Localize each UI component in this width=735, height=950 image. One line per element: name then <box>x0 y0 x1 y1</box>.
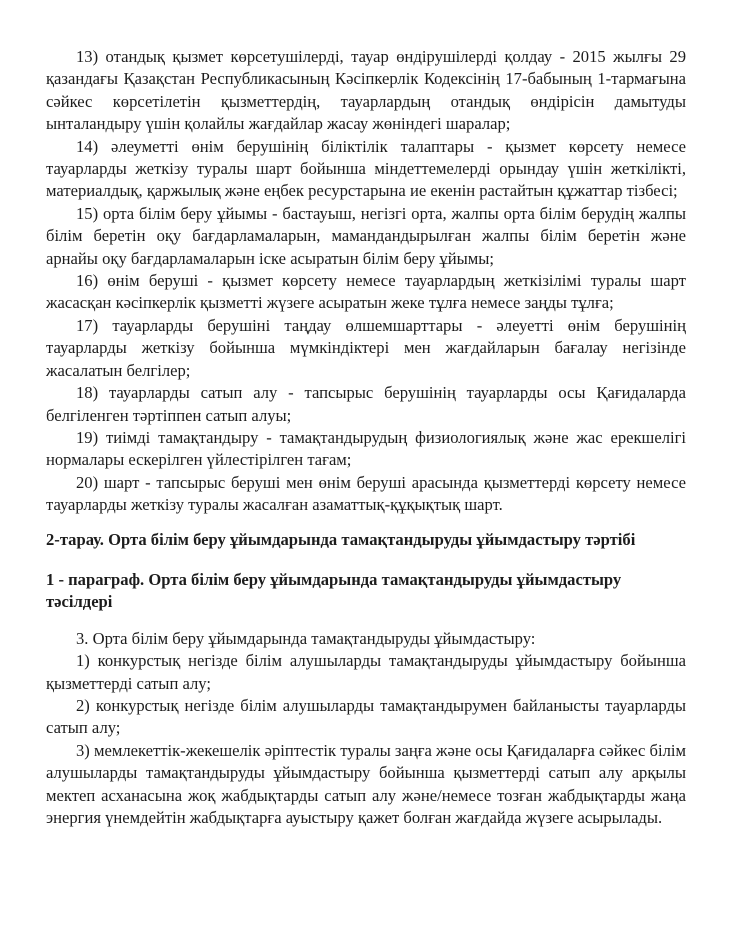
definition-item-13: 13) отандық қызмет көрсетушілерді, тауар өндірушілерді қолдау - 2015 жылғы 29 қазандағы Қазақстан Республикасының Кәсіпкерлік Кодексінің 17-бабының 1-тармағына сәйкес көрсетілетін қызметтердің, тауарлардың отандық өндірісін дамытуды ынталандыру үшін қолайлы жағдайлар жасау жөніндегі шаралар; <box>46 47 686 134</box>
definition-item-14: 14) әлеуметті өнім берушінің біліктілік талаптары - қызмет көрсету немесе тауарларды жеткізу туралы шарт бойынша міндеттемелерді орындау үшін жеткілікті, материалдық, қаржылық және еңбек ресурстарына ие екенін растайтын құжаттар тізбесі; <box>46 136 686 201</box>
definition-item-15: 15) орта білім беру ұйымы - бастауыш, негізгі орта, жалпы орта білім берудің жалпы білім беретін оқу бағдарламаларын, мамандандырылған жалпы білім беретін және арнайы оқу бағдарламаларын іске асыратын білім беру ұйымы; <box>46 203 686 268</box>
clause-3-item-2: 2) конкурстық негізде білім алушыларды тамақтандырумен байланысты тауарларды сатып алу; <box>46 695 686 738</box>
definition-item-18: 18) тауарларды сатып алу - тапсырыс берушінің тауарларды осы Қағидаларда белгіленген тәртіппен сатып алуы; <box>46 383 686 425</box>
clause-3-item-3: 3) мемлекеттік-жекешелік әріптестік туралы заңға және осы Қағидаларға сәйкес білім алушыларды тамақтандыруды ұйымдастыру бойынша қызметтерді сатып алу арқылы мектеп асханасына жоқ жабдықтарды сатып алу және/немесе тозған жабдықтарды жаңа энергия үнемдейтін жабдықтарға ауыстыру қажет болған жағдайда жүзеге асырылады. <box>46 740 686 827</box>
clause-3-item-1: 1) конкурстық негізде білім алушыларды тамақтандыруды ұйымдастыру бойынша қызметтерді сатып алу; <box>46 651 686 693</box>
chapter-2-heading: 2-тарау. Орта білім беру ұйымдарында тамақтандыруды ұйымдастыру тәртібі <box>46 529 636 549</box>
definition-item-17: 17) тауарларды берушіні таңдау өлшемшарттары - әлеуетті өнім берушінің тауарларды жеткізу бойынша мүмкіндіктері мен жағдайларын бағалау негізінде жасалатын белгілер; <box>46 315 686 380</box>
definition-item-19: 19) тиімді тамақтандыру - тамақтандырудың физиологиялық және жас ерекшелігі нормалары ескерілген үйлестірілген тағам; <box>46 427 686 470</box>
definition-item-20: 20) шарт - тапсырыс беруші мен өнім беруші арасында қызметтерді көрсету немесе тауарларды жеткізу туралы жасалған азаматтық-құқықтық шарт. <box>46 472 686 515</box>
paragraph-1-heading: 1 - параграф. Орта білім беру ұйымдарында тамақтандыруды ұйымдастыру тәсілдері <box>46 569 622 612</box>
clause-3-intro: 3. Орта білім беру ұйымдарында тамақтандыруды ұйымдастыру: <box>76 628 536 648</box>
definition-item-16: 16) өнім беруші - қызмет көрсету немесе тауарлардың жеткізілімі туралы шарт жасасқан кәсіпкерлік қызметті жүзеге асыратын жеке тұлға немесе заңды тұлға; <box>46 271 686 313</box>
